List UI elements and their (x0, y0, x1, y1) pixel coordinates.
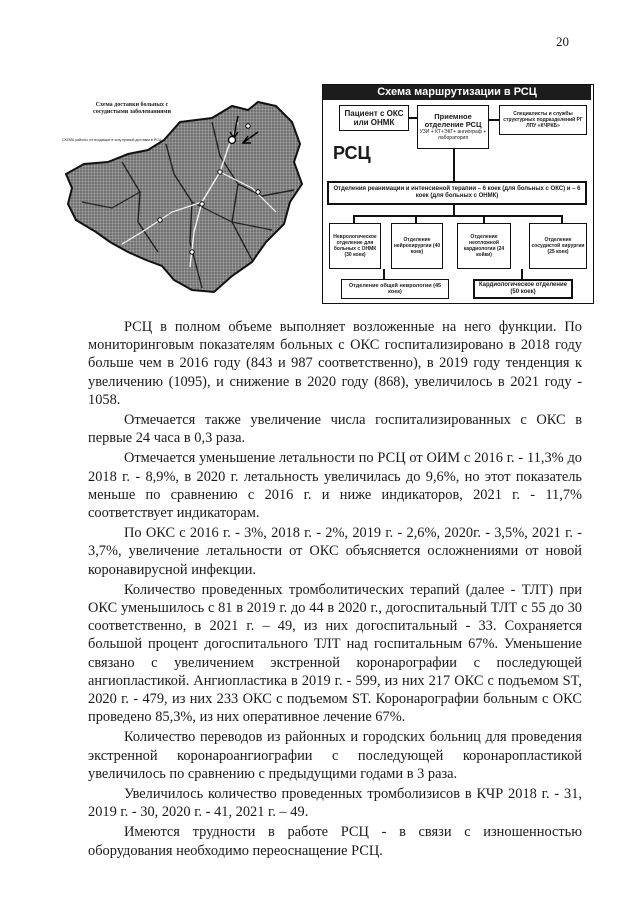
cardiology-dept-box: Кардиологическое отделение (50 коек) (473, 279, 573, 299)
paragraph-8: Имеются трудности в работе РСЦ - в связи с изношенностью оборудования необходимо переоснащение РСЦ. (88, 824, 582, 859)
paragraph-6: Количество переводов из районных и городских больниц для проведения экстренной коронароангиографии с последующей коронаропластикой увеличилось по сравнению с предыдущими годами в 3 раза. (88, 729, 582, 782)
reception-box (417, 105, 489, 149)
region-map-image (62, 92, 310, 297)
map-caption: Схема доставки больных с сосудистыми заболеваниями (93, 102, 171, 115)
vascular-surgery-box: Отделение сосудистой хирургии (25 коек) (529, 223, 587, 269)
urgent-cardiology-box: Отделение неотложной кардиологии (24 койки) (457, 223, 511, 269)
routing-scheme (322, 84, 594, 304)
general-neuro-box: Отделение общей неврологии (45 коек) (341, 279, 449, 299)
services-box: Специалисты и службы структурных подразделений РГ ЛПУ «КЧРКБ» (499, 105, 587, 135)
neurosurgery-box: Отделение нейрохирургии (40 коек) (391, 223, 443, 269)
body-text (88, 318, 582, 862)
paragraph-2: Отмечается также увеличение числа госпитализированных с ОКС в первые 24 часа в 0,3 раза. (88, 412, 582, 447)
reception-title: Приемное отделение РСЦ (424, 112, 482, 129)
map-legend: СХЕМА районы, не входящие в зону прямой доставки в РСЦ (62, 138, 162, 142)
icu-box: Отделения реанимации и интенсивной терапии – 6 коек (для больных с ОКС) и – 6 коек (для больных с ОНМК) (327, 181, 587, 205)
patient-box: Пациент с ОКС или ОНМК (339, 105, 409, 131)
neuro-dept-box: Неврологическое отделение для больных с ОНМК (30 коек) (329, 223, 381, 269)
paragraph-1: РСЦ в полном объеме выполняет возложенные на него функции. По мониторинговым показателям больных с ОКС госпитализировано в 2018 году больше чем в 2016 году (843 и 987 соответственно), в 2019 году тенденция к увеличению (1095), и снижение в 2020 году (868), увеличилось в 2021 году - 1058. (88, 319, 582, 408)
region-map-figure (62, 92, 310, 297)
paragraph-5: Количество проведенных тромболитических терапий (далее - ТЛТ) при ОКС уменьшилось с 81 в 2019 г. до 44 в 2020 г., догоспитальный ТЛТ с 55 до 30 соответственно, в 2021 г. – 49, из них догоспитальный - 33. Сохраняется большой процент догоспитального ТЛТ над госпитальным 67%. Уменьшение связано с увеличением экстренной коронарографии с последующей ангиопластикой. Ангиопластика в 2019 г. - 599, из них 217 ОКС с подъемом ST, 2020 г. - 479, из них 233 ОКС с подъемом ST. Коронарографии больным с ОКС проведено 85,3%, из них оперативное лечение 67%. (88, 581, 582, 726)
paragraph-4: По ОКС с 2016 г. - 3%, 2018 г. - 2%, 2019 г. - 2,6%, 2020г. - 3,5%, 2021 г. - 3,7%, увеличение летальности от ОКС объясняется осложнениями от новой коронавирусной инфекции. (88, 525, 582, 578)
page-number: 20 (556, 34, 569, 49)
paragraph-7: Увеличилось количество проведенных тромболизисов в КЧР 2018 г. - 31, 2019 г. - 30, 2020 г. - 41, 2021 г. – 49. (88, 786, 582, 821)
reception-subtitle: УЗИ + КТ+ЭКГ+ ангиограф + лаборатория (419, 129, 487, 141)
rsc-label: РСЦ (333, 143, 371, 163)
paragraph-3: Отмечается уменьшение летальности по РСЦ от ОИМ с 2016 г. - 11,3% до 2018 г. - 8,9%, в 2020 г. летальность увеличилась до 9,6%, но этот показатель меньше по сравнению с 2016 г. и ниже индикаторов, 2021 г. - 11,7% соответствует индикаторам. (88, 450, 582, 522)
scheme-title: Схема маршрутизации в РСЦ (323, 85, 591, 100)
